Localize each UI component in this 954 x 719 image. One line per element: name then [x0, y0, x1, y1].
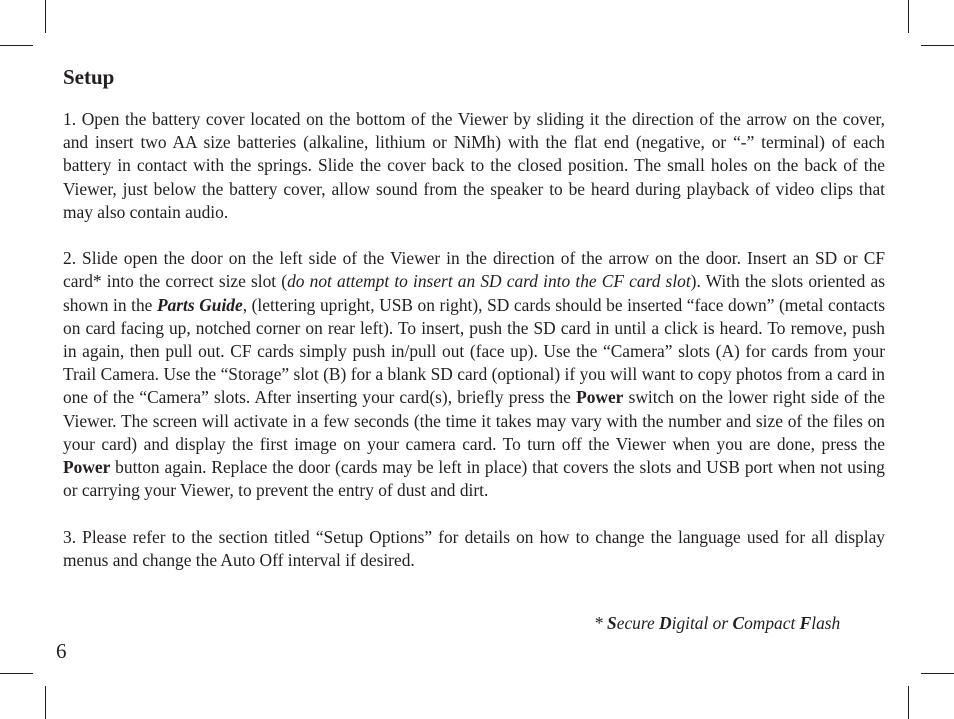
section-heading: Setup	[63, 65, 115, 89]
crop-mark-bottom-left-vertical	[45, 686, 46, 719]
paragraph-setup-options: 3. Please refer to the section titled “Setup Options” for details on how to change the language used for all display menus and change the Auto Off interval if desired.	[63, 526, 885, 570]
footnote-s: S	[607, 613, 617, 633]
power-term-2: Power	[63, 457, 111, 478]
footnote-d-rest: igital or	[671, 613, 733, 633]
sd-card-warning: do not attempt to insert an SD card into the CF card slot	[287, 271, 691, 292]
footnote-f-rest: lash	[811, 613, 841, 633]
para2-text-3: , (lettering upright, USB on right), SD cards should be inserted “face down” (metal contacts on card facing up, notched corner on rear left). To insert, push the SD card in until a click is heard. To remove, push in again, then pull out. CF cards simply push in/pull out (face up). Use the “Camera” slots (A) for cards from your Trail Camera. Use the “Storage” slot (B) for a blank SD card (optional) if you will want to copy photos from a card in one of the “Camera” slots. After inserting your card(s), briefly press the	[63, 294, 885, 408]
setup-instructions	[63, 108, 885, 595]
crop-mark-top-right-horizontal	[921, 45, 954, 46]
footnote	[594, 612, 840, 635]
paragraph-card-slots	[63, 247, 885, 502]
footnote-f: F	[799, 613, 812, 633]
power-term-1: Power	[576, 387, 624, 408]
footnote-d: D	[659, 613, 672, 633]
footnote-c-rest: ompact	[744, 613, 800, 633]
crop-mark-bottom-right-vertical	[908, 686, 909, 719]
footnote-prefix: *	[594, 613, 608, 633]
crop-mark-top-left-vertical	[45, 0, 46, 33]
para2-text-5: button again. Replace the door (cards may be left in place) that covers the slots and USB port when not using or carrying your Viewer, to prevent the entry of dust and dirt.	[63, 457, 885, 501]
crop-mark-top-right-vertical	[908, 0, 909, 33]
crop-mark-bottom-left-horizontal	[0, 673, 33, 674]
crop-mark-bottom-right-horizontal	[921, 673, 954, 674]
para2-text-2: ). With the slots oriented as shown in the	[63, 271, 885, 315]
page-number: 6	[56, 639, 67, 663]
footnote-s-rest: ecure	[616, 613, 660, 633]
crop-mark-top-left-horizontal	[0, 45, 33, 46]
para2-text-4: switch on the lower right side of the Viewer. The screen will activate in a few seconds (the time it takes may vary with the number and size of the files on your card) and display the first image on your camera card. To turn off the Viewer when you are done, press the	[63, 387, 885, 454]
paragraph-battery: 1. Open the battery cover located on the bottom of the Viewer by sliding it the direction of the arrow on the cover, and insert two AA size batteries (alkaline, lithium or NiMh) with the flat end (negative, or “-” terminal) of each battery in contact with the springs. Slide the cover back to the closed position. The small holes on the back of the Viewer, just below the battery cover, allow sound from the speaker to be heard during playback of video clips that may also contain audio.	[63, 109, 885, 222]
parts-guide-reference: Parts Guide	[156, 294, 243, 315]
para2-text-1: 2. Slide open the door on the left side of the Viewer in the direction of the arrow on the door. Insert an SD or CF card* into the correct size slot (	[63, 248, 885, 292]
footnote-c: C	[732, 613, 745, 633]
